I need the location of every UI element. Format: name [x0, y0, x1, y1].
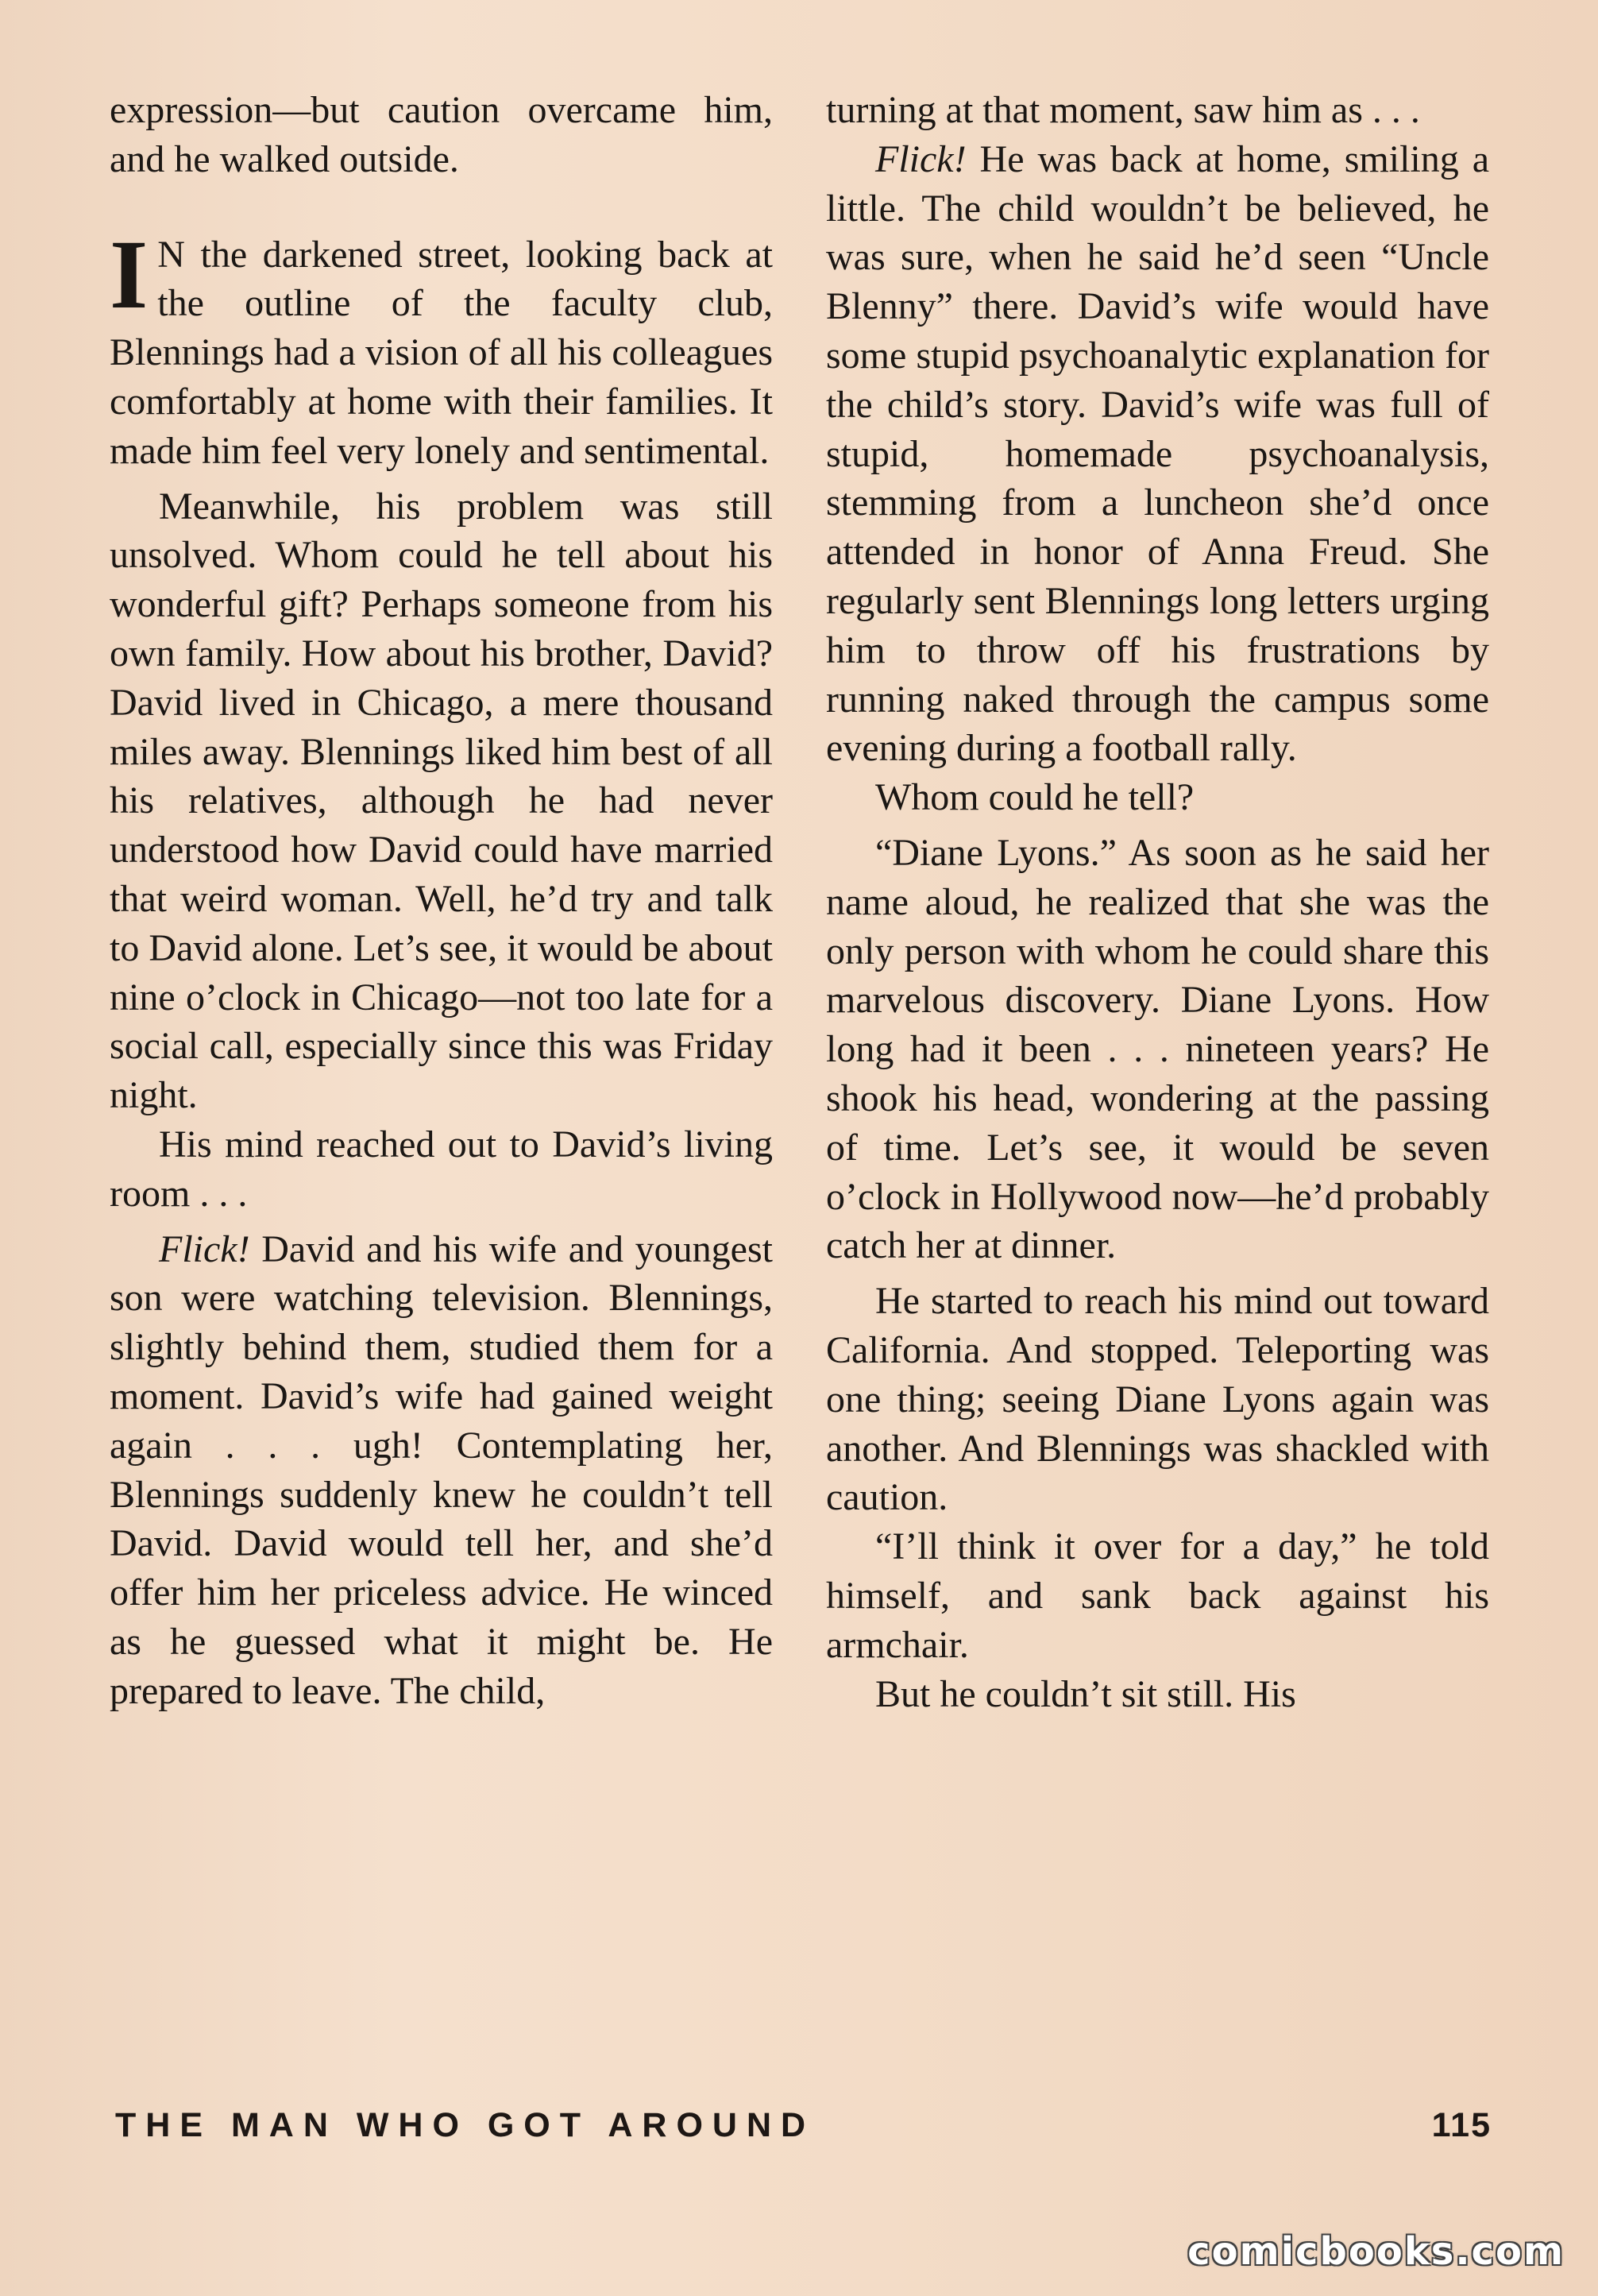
paragraph	[110, 482, 773, 1120]
page-number: 115	[1431, 2106, 1492, 2144]
flick-word: Flick!	[875, 137, 967, 180]
paragraph-text: But he couldn’t sit still. His	[875, 1672, 1296, 1715]
paragraph-continuation	[110, 86, 773, 184]
paragraph-text: David and his wife and youngest son were watching television. Blennings, slightly behind them, studied them for a moment. David’s wife had gained weight again . . . ugh! Contemplating her, Blennings suddenly knew he couldn’t tell David. David would tell her, and she’d offer him her priceless advice. He winced as he guessed what it might be. He prepared to leave. The child,	[110, 1227, 774, 1712]
paragraph-text: “Diane Lyons.” As soon as he said her name aloud, he realized that she was the only person with whom he could share this marvelous discovery. Diane Lyons. How long had it been . . . nineteen years? He shook his head, wondering at the passing of time. Let’s see, it would be seven o’clock in Hollywood now—he’d probably catch her at dinner.	[826, 831, 1489, 1267]
paragraph-text: turning at that moment, saw him as . . .	[826, 89, 1420, 131]
paragraph-continuation	[826, 86, 1489, 135]
paragraph-text: Whom could he tell?	[875, 776, 1195, 819]
paragraph	[826, 829, 1489, 1270]
paragraph-text: N the darkened street, looking back at the outline of the faculty club, Blennings had a vision of all his colleagues comfortably at home with their families. It made him feel very lonely and sentimental.	[110, 233, 773, 472]
paragraph-text: Meanwhile, his problem was still unsolved. Whom could he tell about his wonderful gift? Perhaps someone from his own family. How about his brother, David? David lived in Chicago, a mere thousand miles away. Blennings liked him best of all his relatives, although he had never understood how David could have married that weird woman. Well, he’d try and talk to David alone. Let’s see, it would be about nine o’clock in Chicago—not too late for a social call, especially since this was Friday night.	[110, 485, 773, 1117]
paragraph	[826, 135, 1489, 773]
paragraph	[110, 1225, 773, 1716]
paragraph-text: His mind reached out to David’s living room . . .	[110, 1123, 773, 1215]
paragraph-text: He started to reach his mind out toward California. And stopped. Teleporting was one thing; seeing Diane Lyons again was another. And Blennings was shackled with caution.	[826, 1280, 1489, 1519]
paragraph-text: expression—but caution overcame him, and he walked outside.	[110, 89, 773, 180]
paragraph	[826, 773, 1489, 822]
paragraph-text: He was back at home, smiling a little. The child wouldn’t be believed, he was sure, when he said he’d seen “Uncle Blenny” there. David’s wife would have some stupid psychoanalytic explanation for the child’s story. David’s wife was full of stupid, homemade psychoanalysis, stemming from a luncheon she’d once attended in honor of Anna Freud. She regularly sent Blennings long letters urging him to throw off his frustrations by running naked through the campus some evening during a football rally.	[826, 137, 1489, 770]
left-column	[110, 86, 773, 1716]
paragraph-with-dropcap	[110, 219, 773, 476]
paragraph	[826, 1670, 1489, 1719]
page-footer	[115, 2106, 1492, 2147]
paragraph	[826, 1522, 1489, 1669]
paragraph	[110, 1120, 773, 1219]
site-watermark: comicbooks.com	[1187, 2229, 1565, 2274]
flick-word: Flick!	[159, 1227, 250, 1270]
dropcap-letter: I	[110, 219, 149, 329]
running-title: THE MAN WHO GOT AROUND	[115, 2106, 816, 2144]
paragraph-text: “I’ll think it over for a day,” he told himself, and sank back against his armchair.	[826, 1525, 1489, 1666]
paragraph	[826, 1277, 1489, 1522]
right-column	[826, 86, 1489, 1718]
